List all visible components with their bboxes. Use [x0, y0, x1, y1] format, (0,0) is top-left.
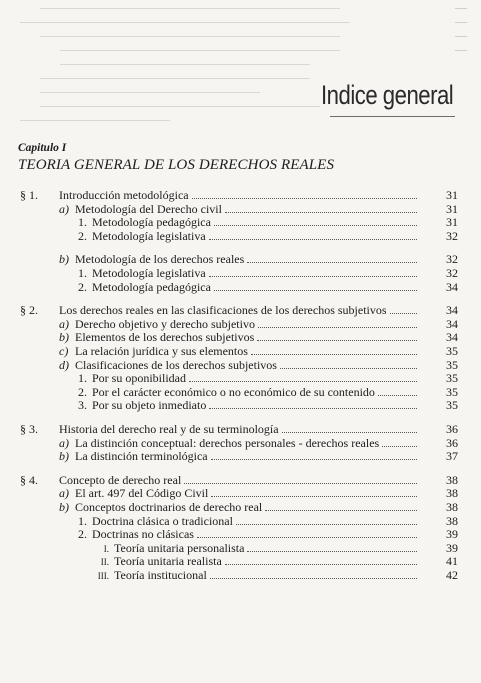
toc-entry-text: Metodología de los derechos reales [75, 252, 245, 267]
toc-entry-text: Por su objeto inmediato [92, 398, 207, 413]
toc-entry-marker: 1. [78, 266, 87, 280]
toc-entry-marker: 1. [78, 215, 87, 230]
toc-entry-marker: b) [59, 330, 69, 345]
toc-entry-marker: 2. [78, 527, 87, 542]
toc-page-number: 32 [446, 228, 458, 243]
toc-leader-dots [211, 458, 417, 460]
toc-entry-text: Teoría unitaria personalista [114, 540, 245, 555]
chapter-label: Capitulo I [18, 142, 67, 154]
toc-entry-marker: a) [59, 316, 69, 331]
toc-page-number: 39 [446, 540, 458, 555]
index-title: Indice general [320, 80, 453, 110]
toc-leader-dots [197, 536, 417, 538]
toc-page-number: 34 [446, 316, 458, 331]
toc-entry-marker: b) [59, 252, 69, 267]
toc-page-number: 39 [446, 527, 458, 542]
toc-page-number: 38 [446, 486, 458, 501]
toc-leader-dots [265, 509, 417, 511]
toc-entry-text: Por el carácter económico o no económico de su contenido [92, 384, 375, 399]
toc-entry-marker: 2. [78, 279, 87, 294]
toc-page-number: 35 [446, 398, 458, 413]
toc-page-number: 42 [446, 568, 458, 582]
toc-entry-text: Elementos de los derechos subjetivos [75, 330, 255, 345]
toc-entry-marker: d) [59, 357, 69, 372]
toc-leader-dots [189, 380, 417, 382]
toc-entry-text: Metodología pedagógica [92, 279, 211, 294]
toc-entry-text: Doctrina clásica o tradicional [92, 513, 233, 528]
toc-entry-text: Doctrinas no clásicas [92, 527, 194, 542]
toc-page-number: 35 [446, 371, 458, 386]
toc-entry-marker: a) [59, 201, 69, 216]
toc-leader-dots [258, 326, 417, 328]
toc-page-number: 38 [446, 500, 458, 514]
toc-leader-dots [247, 261, 417, 263]
toc-leader-dots [192, 197, 417, 199]
toc-entry-marker: c) [59, 344, 69, 358]
toc-page-number: 37 [446, 449, 458, 464]
toc-page-number: 34 [446, 279, 458, 294]
toc-entry-marker: III. [97, 571, 109, 581]
toc-leader-dots [382, 445, 417, 447]
toc-entry-text: El art. 497 del Código Civil [75, 486, 209, 501]
toc-leader-dots [280, 367, 417, 369]
toc-leader-dots [184, 482, 417, 484]
toc-leader-dots [247, 550, 417, 552]
toc-page-number: 32 [446, 252, 458, 267]
toc-section-number: § 3. [20, 422, 38, 436]
title-rule [330, 116, 455, 117]
toc-entry-marker: 2. [78, 384, 87, 399]
toc-entry-text: Metodología legislativa [92, 228, 206, 243]
toc-leader-dots [225, 563, 417, 565]
toc-entry-text: Derecho objetivo y derecho subjetivo [75, 316, 255, 331]
toc-page-number: 36 [446, 422, 458, 436]
toc-entry-marker: 2. [78, 228, 87, 243]
toc-page-number: 31 [446, 215, 458, 230]
toc-entry-text: Clasificaciones de los derechos subjetivos [75, 357, 277, 372]
toc-leader-dots [378, 394, 417, 396]
toc-entry-text: Teoría unitaria realista [114, 554, 222, 569]
toc-entry [0, 568, 481, 583]
toc-entry [0, 398, 481, 413]
toc-entry-text: La relación jurídica y sus elementos [75, 344, 248, 358]
toc-leader-dots [251, 353, 417, 355]
toc-page-number: 41 [446, 554, 458, 569]
toc-leader-dots [282, 431, 417, 433]
toc-entry-text: Los derechos reales en las clasificaciones de los derechos subjetivos [59, 303, 387, 318]
toc-entry-marker: II. [100, 557, 109, 568]
toc-leader-dots [236, 523, 417, 525]
toc-page-number: 31 [446, 188, 458, 202]
toc-leader-dots [214, 289, 417, 291]
toc-page-number: 38 [446, 513, 458, 528]
toc-entry-marker: a) [59, 486, 69, 501]
toc-entry-text: Metodología legislativa [92, 266, 206, 280]
toc-entry [0, 229, 481, 244]
toc-page-number: 34 [446, 303, 458, 318]
toc-page-number: 35 [446, 344, 458, 358]
toc-entry-text: Conceptos doctrinarios de derecho real [75, 500, 263, 514]
toc-leader-dots [225, 211, 417, 213]
toc-entry-marker: I. [103, 543, 109, 554]
toc-entry-text: Por su oponibilidad [92, 371, 187, 386]
toc-leader-dots [211, 495, 417, 497]
toc-section-number: § 2. [20, 303, 38, 318]
toc-entry-marker: 1. [78, 371, 87, 386]
toc-entry [0, 280, 481, 295]
toc-entry-text: Metodología del Derecho civil [75, 201, 222, 216]
toc-page-number: 34 [446, 330, 458, 345]
toc-entry-text: Teoría institucional [114, 568, 207, 582]
toc-page-number: 38 [446, 472, 458, 487]
toc-entry-marker: b) [59, 500, 69, 514]
toc-entry-text: Historia del derecho real y de su terminología [59, 422, 279, 436]
toc-entry-text: La distinción conceptual: derechos personales - derechos reales [75, 435, 380, 450]
toc-page-number: 35 [446, 357, 458, 372]
toc-entry-text: La distinción terminológica [75, 449, 208, 464]
bleed-through-text [0, 0, 481, 150]
toc-entry-text: Metodología pedagógica [92, 215, 211, 230]
toc-leader-dots [210, 577, 417, 579]
toc-entry-marker: a) [59, 435, 69, 450]
chapter-title: TEORIA GENERAL DE LOS DERECHOS REALES [18, 157, 335, 173]
toc-leader-dots [209, 275, 417, 277]
toc-entry [0, 449, 481, 464]
toc-entry-text: Concepto de derecho real [59, 472, 182, 487]
toc-leader-dots [209, 407, 417, 409]
toc-entry-marker: 1. [78, 513, 87, 528]
toc-page-number: 36 [446, 435, 458, 450]
toc-page-number: 32 [446, 266, 458, 280]
toc-leader-dots [390, 312, 417, 314]
toc-section-number: § 1. [20, 188, 38, 202]
toc-section-number: § 4. [20, 472, 38, 487]
toc-entry-marker: 3. [78, 398, 87, 413]
toc-entry-marker: b) [59, 449, 69, 464]
toc-leader-dots [209, 238, 417, 240]
toc-leader-dots [214, 224, 417, 226]
toc-leader-dots [257, 339, 417, 341]
toc-page-number: 35 [446, 384, 458, 399]
toc-entry-text: Introducción metodológica [59, 188, 189, 202]
toc-page-number: 31 [446, 201, 458, 216]
